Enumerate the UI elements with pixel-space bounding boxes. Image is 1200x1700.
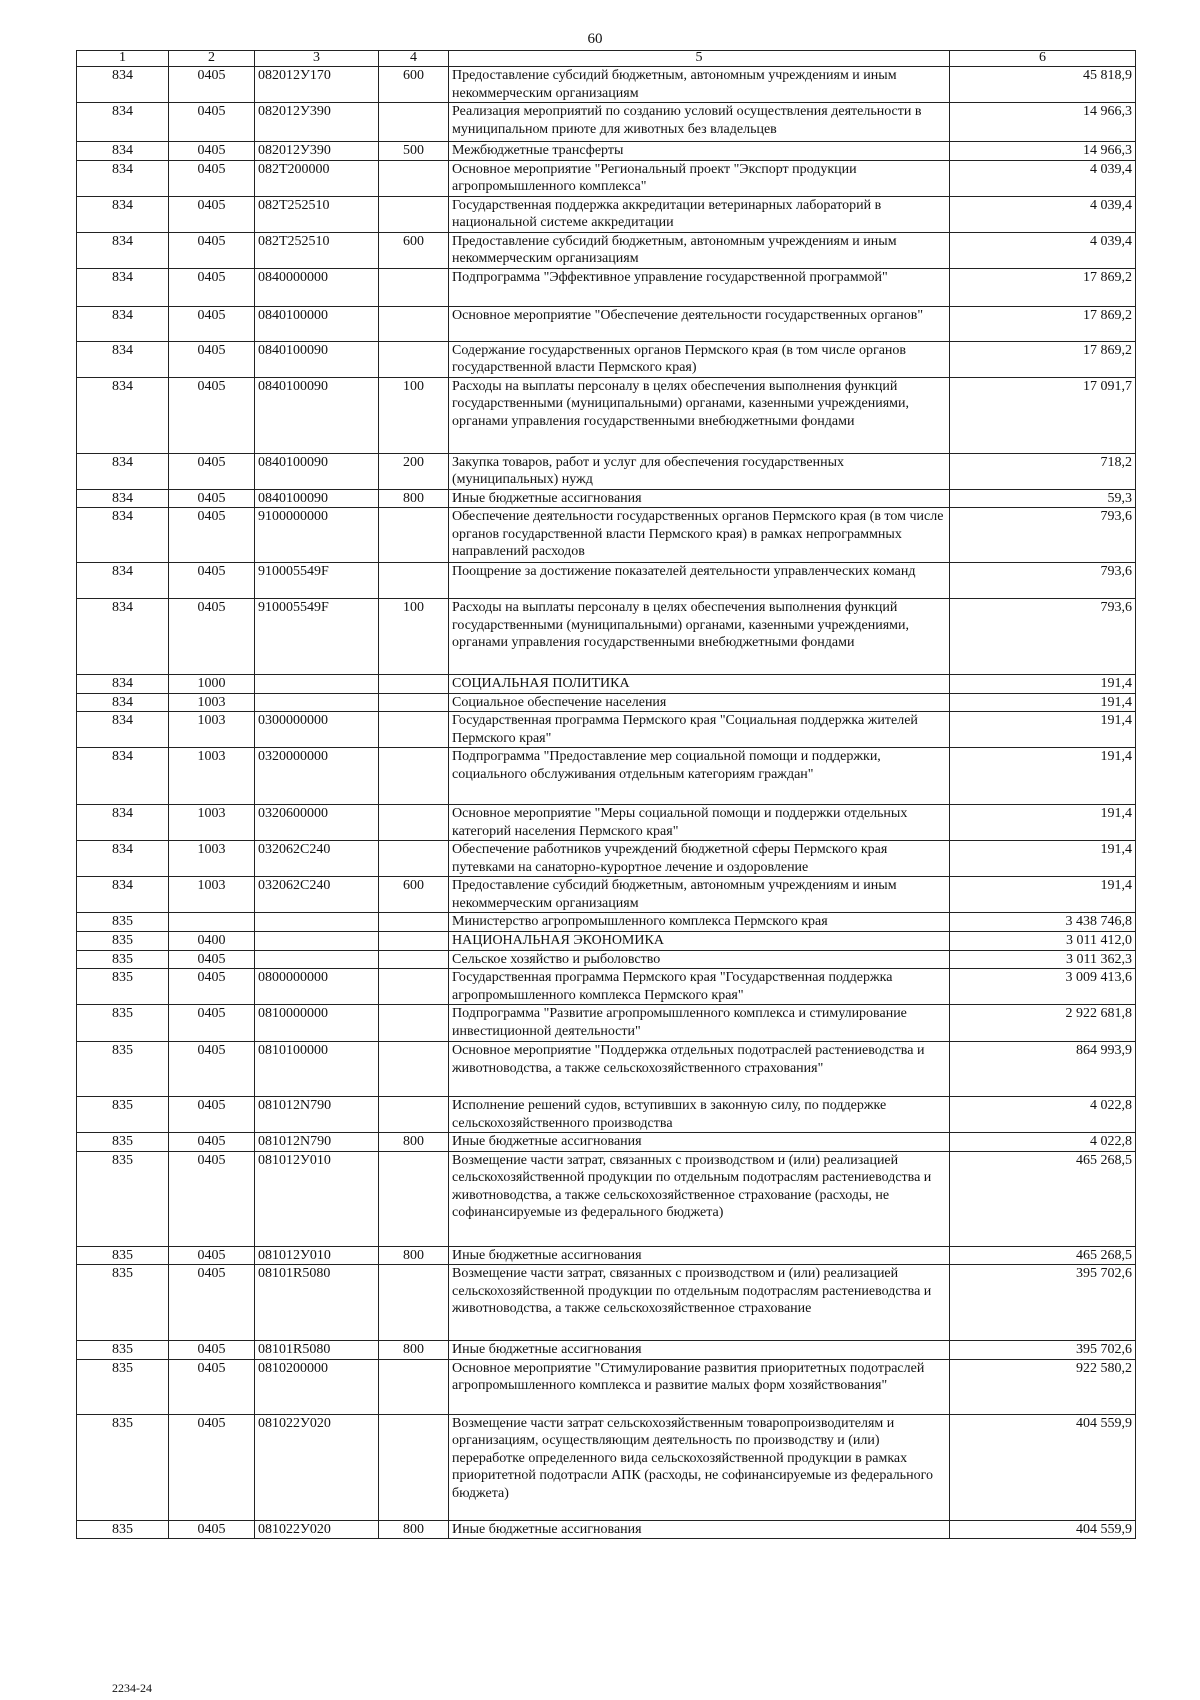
target-code-cell: 910005549F [255,599,379,675]
chapter-code-cell: 834 [77,341,169,377]
amount-cell: 59,3 [950,489,1136,508]
section-code-cell: 0405 [169,969,255,1005]
chapter-code-cell: 835 [77,1133,169,1152]
description-cell: Предоставление субсидий бюджетным, автономным учреждениям и иным некоммерческим организациям [449,877,950,913]
description-cell: Министерство агропромышленного комплекса Пермского края [449,913,950,932]
amount-cell: 864 993,9 [950,1042,1136,1097]
description-cell: Подпрограмма "Предоставление мер социальной помощи и поддержки, социального обслуживания отдельным категориям граждан" [449,748,950,805]
column-header: 3 [255,51,379,67]
expense-type-cell: 800 [379,1520,449,1539]
amount-cell: 718,2 [950,453,1136,489]
target-code-cell: 0320000000 [255,748,379,805]
section-code-cell: 0405 [169,1151,255,1246]
section-code-cell: 0405 [169,306,255,341]
description-cell: Предоставление субсидий бюджетным, автономным учреждениям и иным некоммерческим организациям [449,232,950,268]
chapter-code-cell: 834 [77,489,169,508]
expense-type-cell: 500 [379,142,449,161]
expense-type-cell [379,306,449,341]
amount-cell: 4 022,8 [950,1133,1136,1152]
expense-type-cell [379,160,449,196]
target-code-cell: 9100000000 [255,508,379,563]
chapter-code-cell: 834 [77,712,169,748]
chapter-code-cell: 835 [77,1341,169,1360]
expense-type-cell: 800 [379,1133,449,1152]
target-code-cell: 0800000000 [255,969,379,1005]
amount-cell: 3 011 412,0 [950,931,1136,950]
target-code-cell: 0300000000 [255,712,379,748]
column-header: 2 [169,51,255,67]
description-cell: Подпрограмма "Эффективное управление государственной программой" [449,268,950,306]
section-code-cell: 0405 [169,1097,255,1133]
expense-type-cell [379,341,449,377]
table-row [77,1042,1136,1097]
target-code-cell [255,913,379,932]
chapter-code-cell: 835 [77,1097,169,1133]
expense-type-cell [379,805,449,841]
description-cell: Основное мероприятие "Региональный проект "Экспорт продукции агропромышленного комплекса" [449,160,950,196]
description-cell: Обеспечение деятельности государственных органов Пермского края (в том числе органов государственной власти Пермского края) в рамках непрограммных направлений расходов [449,508,950,563]
description-cell: Предоставление субсидий бюджетным, автономным учреждениям и иным некоммерческим организациям [449,67,950,103]
amount-cell: 191,4 [950,841,1136,877]
chapter-code-cell: 834 [77,67,169,103]
description-cell: Содержание государственных органов Пермского края (в том числе органов государственной власти Пермского края) [449,341,950,377]
amount-cell: 404 559,9 [950,1520,1136,1539]
target-code-cell: 0840000000 [255,268,379,306]
target-code-cell: 082Т200000 [255,160,379,196]
section-code-cell: 1003 [169,877,255,913]
table-row [77,1151,1136,1246]
expense-type-cell [379,1151,449,1246]
amount-cell: 793,6 [950,563,1136,599]
amount-cell: 465 268,5 [950,1151,1136,1246]
amount-cell: 17 869,2 [950,268,1136,306]
target-code-cell: 0840100090 [255,489,379,508]
section-code-cell: 0405 [169,1042,255,1097]
description-cell: Возмещение части затрат сельскохозяйственным товаропроизводителям и организациям, осуществляющим деятельность по производству и (или) переработке определенного вида сельскохозяйственной продукции в рамках приоритетной подотрасли АПК (расходы, не софинансируемые из федерального бюджета) [449,1414,950,1520]
description-cell: Основное мероприятие "Меры социальной помощи и поддержки отдельных категорий населения Пермского края" [449,805,950,841]
section-code-cell: 0405 [169,1414,255,1520]
amount-cell: 14 966,3 [950,142,1136,161]
expense-type-cell [379,196,449,232]
table-row [77,563,1136,599]
target-code-cell: 032062С240 [255,841,379,877]
chapter-code-cell: 834 [77,805,169,841]
table-row [77,877,1136,913]
table-row [77,1005,1136,1042]
description-cell: Иные бюджетные ассигнования [449,1246,950,1265]
expense-type-cell [379,1359,449,1414]
expense-type-cell: 800 [379,1341,449,1360]
section-code-cell: 0405 [169,1246,255,1265]
expense-type-cell [379,841,449,877]
section-code-cell: 0405 [169,563,255,599]
target-code-cell: 081012У010 [255,1151,379,1246]
amount-cell: 17 091,7 [950,377,1136,453]
amount-cell: 191,4 [950,693,1136,712]
expense-type-cell: 800 [379,489,449,508]
table-row [77,1359,1136,1414]
amount-cell: 14 966,3 [950,103,1136,142]
description-cell: Основное мероприятие "Обеспечение деятельности государственных органов" [449,306,950,341]
amount-cell: 3 011 362,3 [950,950,1136,969]
section-code-cell: 0405 [169,508,255,563]
description-cell: Поощрение за достижение показателей деятельности управленческих команд [449,563,950,599]
table-row [77,841,1136,877]
document-code: 2234-24 [112,1681,152,1695]
section-code-cell: 0405 [169,1133,255,1152]
table-row [77,748,1136,805]
table-header-row [77,51,1136,67]
section-code-cell: 0405 [169,196,255,232]
target-code-cell: 0840100000 [255,306,379,341]
section-code-cell: 0405 [169,1265,255,1341]
target-code-cell: 08101R5080 [255,1341,379,1360]
amount-cell: 395 702,6 [950,1341,1136,1360]
target-code-cell: 082Т252510 [255,196,379,232]
chapter-code-cell: 835 [77,1520,169,1539]
description-cell: Расходы на выплаты персоналу в целях обеспечения выполнения функций государственными (муниципальными) органами, казенными учреждениями, органами управления государственными внебюджетными фондами [449,377,950,453]
section-code-cell: 0405 [169,377,255,453]
table-row [77,341,1136,377]
target-code-cell [255,693,379,712]
chapter-code-cell: 834 [77,232,169,268]
amount-cell: 191,4 [950,712,1136,748]
budget-table [76,50,1136,1539]
amount-cell: 395 702,6 [950,1265,1136,1341]
section-code-cell: 0405 [169,142,255,161]
table-row [77,1341,1136,1360]
target-code-cell [255,675,379,694]
description-cell: Социальное обеспечение населения [449,693,950,712]
expense-type-cell [379,712,449,748]
expense-type-cell [379,693,449,712]
description-cell: Государственная программа Пермского края "Государственная поддержка агропромышленного комплекса Пермского края" [449,969,950,1005]
amount-cell: 4 022,8 [950,1097,1136,1133]
table-row [77,805,1136,841]
expense-type-cell [379,1042,449,1097]
table-row [77,1520,1136,1539]
section-code-cell [169,913,255,932]
section-code-cell: 0405 [169,1359,255,1414]
description-cell: Межбюджетные трансферты [449,142,950,161]
table-row [77,913,1136,932]
column-header: 5 [449,51,950,67]
target-code-cell: 082012У170 [255,67,379,103]
column-header: 1 [77,51,169,67]
chapter-code-cell: 834 [77,377,169,453]
chapter-code-cell: 835 [77,1151,169,1246]
amount-cell: 3 009 413,6 [950,969,1136,1005]
table-row [77,268,1136,306]
section-code-cell: 1003 [169,712,255,748]
table-row [77,1097,1136,1133]
expense-type-cell [379,268,449,306]
section-code-cell: 0405 [169,103,255,142]
description-cell: Расходы на выплаты персоналу в целях обеспечения выполнения функций государственными (муниципальными) органами, казенными учреждениями, органами управления государственными внебюджетными фондами [449,599,950,675]
section-code-cell: 1003 [169,841,255,877]
chapter-code-cell: 834 [77,196,169,232]
amount-cell: 17 869,2 [950,341,1136,377]
chapter-code-cell: 835 [77,1005,169,1042]
expense-type-cell: 800 [379,1246,449,1265]
page-number: 60 [587,31,603,47]
amount-cell: 793,6 [950,508,1136,563]
expense-type-cell [379,913,449,932]
chapter-code-cell: 834 [77,563,169,599]
section-code-cell: 1003 [169,748,255,805]
table-row [77,931,1136,950]
target-code-cell: 081012У010 [255,1246,379,1265]
expense-type-cell: 100 [379,599,449,675]
table-row [77,712,1136,748]
expense-type-cell [379,563,449,599]
expense-type-cell [379,675,449,694]
chapter-code-cell: 834 [77,693,169,712]
description-cell: Государственная поддержка аккредитации ветеринарных лабораторий в национальной системе аккредитации [449,196,950,232]
amount-cell: 922 580,2 [950,1359,1136,1414]
target-code-cell: 0320600000 [255,805,379,841]
table-row [77,675,1136,694]
expense-type-cell [379,1005,449,1042]
target-code-cell [255,950,379,969]
amount-cell: 191,4 [950,675,1136,694]
section-code-cell: 1003 [169,805,255,841]
target-code-cell: 081022У020 [255,1520,379,1539]
target-code-cell: 082012У390 [255,142,379,161]
chapter-code-cell: 835 [77,1042,169,1097]
table-row [77,508,1136,563]
description-cell: Государственная программа Пермского края "Социальная поддержка жителей Пермского края" [449,712,950,748]
chapter-code-cell: 834 [77,306,169,341]
description-cell: Основное мероприятие "Стимулирование развития приоритетных подотраслей агропромышленного комплекса и развитие малых форм хозяйствования" [449,1359,950,1414]
amount-cell: 404 559,9 [950,1414,1136,1520]
amount-cell: 191,4 [950,877,1136,913]
table-row [77,453,1136,489]
chapter-code-cell: 834 [77,142,169,161]
expense-type-cell: 200 [379,453,449,489]
target-code-cell: 081012N790 [255,1133,379,1152]
table-row [77,693,1136,712]
chapter-code-cell: 834 [77,453,169,489]
amount-cell: 17 869,2 [950,306,1136,341]
target-code-cell: 081012N790 [255,1097,379,1133]
section-code-cell: 0405 [169,489,255,508]
chapter-code-cell: 834 [77,599,169,675]
column-header: 4 [379,51,449,67]
description-cell: СОЦИАЛЬНАЯ ПОЛИТИКА [449,675,950,694]
table-row [77,969,1136,1005]
amount-cell: 2 922 681,8 [950,1005,1136,1042]
target-code-cell: 082012У390 [255,103,379,142]
chapter-code-cell: 835 [77,1246,169,1265]
section-code-cell: 1003 [169,693,255,712]
section-code-cell: 0405 [169,453,255,489]
table-row [77,160,1136,196]
table-row [77,196,1136,232]
target-code-cell: 032062С240 [255,877,379,913]
description-cell: Закупка товаров, работ и услуг для обеспечения государственных (муниципальных) нужд [449,453,950,489]
amount-cell: 4 039,4 [950,160,1136,196]
amount-cell: 3 438 746,8 [950,913,1136,932]
section-code-cell: 0405 [169,599,255,675]
chapter-code-cell: 835 [77,1359,169,1414]
description-cell: Иные бюджетные ассигнования [449,1520,950,1539]
amount-cell: 793,6 [950,599,1136,675]
chapter-code-cell: 834 [77,268,169,306]
description-cell: Возмещение части затрат, связанных с производством и (или) реализацией сельскохозяйственной продукции по отдельным подотраслям растениеводства и животноводства, а также сельскохозяйственное страхование [449,1265,950,1341]
table-row [77,377,1136,453]
target-code-cell: 0810100000 [255,1042,379,1097]
target-code-cell: 0840100090 [255,377,379,453]
table-row [77,489,1136,508]
expense-type-cell: 600 [379,877,449,913]
expense-type-cell [379,508,449,563]
chapter-code-cell: 834 [77,675,169,694]
expense-type-cell [379,1097,449,1133]
table-row [77,950,1136,969]
chapter-code-cell: 835 [77,969,169,1005]
table-row [77,1265,1136,1341]
chapter-code-cell: 835 [77,950,169,969]
description-cell: Обеспечение работников учреждений бюджетной сферы Пермского края путевками на санаторно-курортное лечение и оздоровление [449,841,950,877]
description-cell: Реализация мероприятий по созданию условий осуществления деятельности в муниципальном приюте для животных без владельцев [449,103,950,142]
table-row [77,232,1136,268]
target-code-cell: 0810200000 [255,1359,379,1414]
amount-cell: 191,4 [950,748,1136,805]
target-code-cell: 910005549F [255,563,379,599]
expense-type-cell [379,1414,449,1520]
section-code-cell: 0405 [169,268,255,306]
target-code-cell: 08101R5080 [255,1265,379,1341]
chapter-code-cell: 834 [77,877,169,913]
expense-type-cell [379,748,449,805]
target-code-cell [255,931,379,950]
section-code-cell: 0405 [169,341,255,377]
expense-type-cell [379,931,449,950]
section-code-cell: 0405 [169,1341,255,1360]
description-cell: Иные бюджетные ассигнования [449,1133,950,1152]
chapter-code-cell: 834 [77,748,169,805]
expense-type-cell [379,969,449,1005]
amount-cell: 45 818,9 [950,67,1136,103]
target-code-cell: 0840100090 [255,341,379,377]
table-row [77,142,1136,161]
expense-type-cell [379,950,449,969]
table-row [77,599,1136,675]
description-cell: Иные бюджетные ассигнования [449,489,950,508]
section-code-cell: 0405 [169,950,255,969]
section-code-cell: 0405 [169,160,255,196]
expense-type-cell: 600 [379,67,449,103]
chapter-code-cell: 834 [77,160,169,196]
amount-cell: 4 039,4 [950,232,1136,268]
section-code-cell: 1000 [169,675,255,694]
table-row [77,306,1136,341]
chapter-code-cell: 834 [77,841,169,877]
chapter-code-cell: 835 [77,931,169,950]
table-row [77,1414,1136,1520]
target-code-cell: 0810000000 [255,1005,379,1042]
description-cell: Основное мероприятие "Поддержка отдельных подотраслей растениеводства и животноводства, а также сельскохозяйственного страхования" [449,1042,950,1097]
expense-type-cell [379,103,449,142]
expense-type-cell: 600 [379,232,449,268]
expense-type-cell [379,1265,449,1341]
amount-cell: 4 039,4 [950,196,1136,232]
table-row [77,1133,1136,1152]
expense-type-cell: 100 [379,377,449,453]
section-code-cell: 0405 [169,232,255,268]
table-row [77,67,1136,103]
target-code-cell: 082Т252510 [255,232,379,268]
section-code-cell: 0405 [169,1520,255,1539]
target-code-cell: 081022У020 [255,1414,379,1520]
amount-cell: 465 268,5 [950,1246,1136,1265]
description-cell: Иные бюджетные ассигнования [449,1341,950,1360]
section-code-cell: 0400 [169,931,255,950]
chapter-code-cell: 835 [77,913,169,932]
target-code-cell: 0840100090 [255,453,379,489]
chapter-code-cell: 834 [77,103,169,142]
chapter-code-cell: 834 [77,508,169,563]
description-cell: Сельское хозяйство и рыболовство [449,950,950,969]
description-cell: Возмещение части затрат, связанных с производством и (или) реализацией сельскохозяйственной продукции по отдельным подотраслям растениеводства и животноводства, а также сельскохозяйственное страхование (расходы, не софинансируемые из федерального бюджета) [449,1151,950,1246]
column-header: 6 [950,51,1136,67]
section-code-cell: 0405 [169,1005,255,1042]
table-row [77,1246,1136,1265]
table-row [77,103,1136,142]
chapter-code-cell: 835 [77,1265,169,1341]
description-cell: НАЦИОНАЛЬНАЯ ЭКОНОМИКА [449,931,950,950]
description-cell: Подпрограмма "Развитие агропромышленного комплекса и стимулирование инвестиционной деятельности" [449,1005,950,1042]
amount-cell: 191,4 [950,805,1136,841]
description-cell: Исполнение решений судов, вступивших в законную силу, по поддержке сельскохозяйственного производства [449,1097,950,1133]
chapter-code-cell: 835 [77,1414,169,1520]
section-code-cell: 0405 [169,67,255,103]
